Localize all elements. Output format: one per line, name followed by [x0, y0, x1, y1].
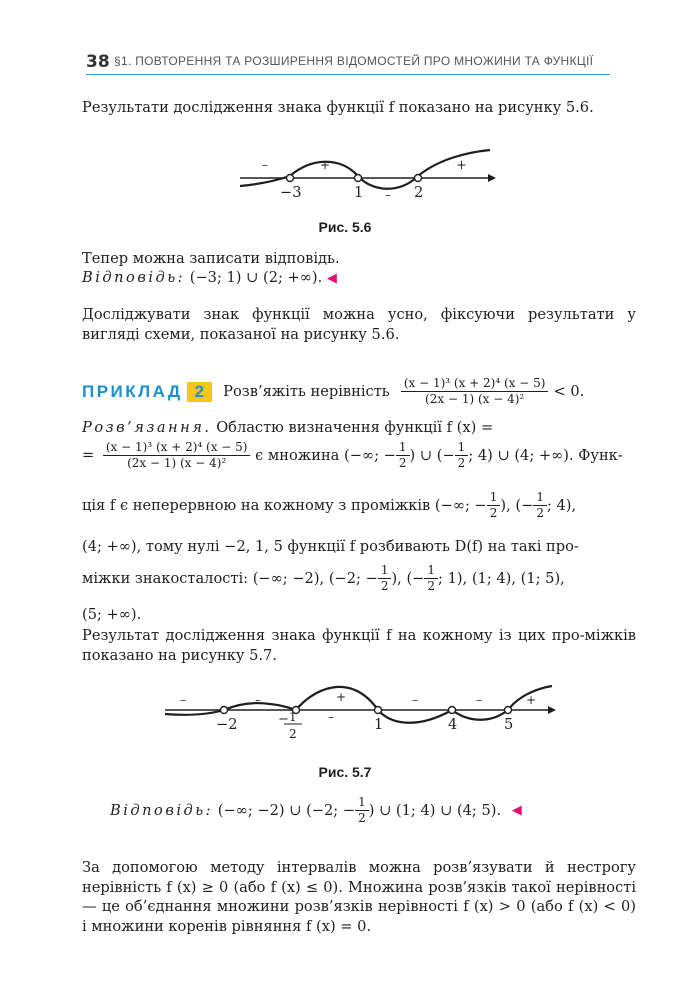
- fig57-label-half-d: 2: [289, 727, 297, 741]
- interval-part: (−∞; −: [434, 497, 487, 514]
- solution-label: Розв’язання.: [82, 419, 212, 436]
- point-5: [505, 707, 512, 714]
- interval-part: ; 1),: [438, 570, 468, 587]
- half-fraction: [487, 490, 501, 521]
- fig56-sign-4: +: [456, 158, 467, 173]
- point-1: [355, 175, 362, 182]
- frac-n: 1: [355, 795, 369, 811]
- page-number: 38: [86, 52, 110, 72]
- point-4: [449, 707, 456, 714]
- ineq-tail: < 0.: [553, 383, 585, 400]
- line5-text: міжки знакосталості: (−∞; −2),: [82, 570, 325, 587]
- interval-part: ),: [391, 570, 402, 587]
- fig57-sign-4: +: [336, 690, 347, 704]
- example-inequality-fraction: [401, 376, 549, 407]
- domain-part: ) ∪ (−: [409, 447, 455, 464]
- fig57-label-5: 5: [504, 716, 514, 733]
- axis-arrow-icon: [548, 706, 556, 714]
- fig57-label-4: 4: [448, 716, 458, 733]
- frac-d: 2: [536, 506, 544, 520]
- fig57-sign-5: –: [412, 693, 418, 707]
- equals-sign: =: [82, 446, 95, 464]
- answer-1-label: Відповідь:: [82, 269, 186, 286]
- ineq-denominator: (2x − 1) (x − 4)²: [425, 392, 525, 406]
- half-fraction: [355, 795, 369, 826]
- ineq-numerator: (x − 1)³ (x + 2)⁴ (x − 5): [401, 376, 549, 392]
- example-label: ПРИКЛАД: [82, 381, 183, 401]
- answer-2-label: Відповідь:: [110, 802, 214, 819]
- domain-text: є множина: [255, 447, 340, 464]
- fig57-sign-2: –: [255, 693, 261, 707]
- fig57-sign-6: –: [476, 693, 482, 707]
- answer-1-line: [82, 268, 636, 289]
- frac-n: 1: [455, 440, 469, 456]
- solution-line-3: [82, 490, 576, 521]
- answer-2-part: ) ∪ (1; 4) ∪ (4; 5).: [368, 802, 502, 819]
- solution-line-5: [82, 563, 565, 594]
- point-minus-3: [287, 175, 294, 182]
- half-fraction: [424, 563, 438, 594]
- domain-part: ; 4) ∪ (4; +∞). Функ-: [468, 447, 623, 464]
- sign-curve-5-6: [240, 150, 490, 189]
- fig57-label-minus-2: −2: [216, 716, 238, 733]
- fig56-label-2: 2: [414, 184, 424, 201]
- fig56-label-minus-3: −3: [280, 184, 302, 201]
- frac-n: 1: [487, 490, 501, 506]
- example-heading: [82, 376, 585, 406]
- half-fraction: [396, 440, 410, 471]
- solution-line-6: (5; +∞).: [82, 606, 142, 623]
- solution-line-2: [82, 440, 623, 471]
- function-denominator: (2x − 1) (x − 4)²: [127, 456, 227, 470]
- paragraph-non-strict: За допомогою методу інтервалів можна розв’язувати й нестрогу нерівність f (x) ≥ 0 (або f (x) ≤ 0). Множина розв’язків такої нерівності — це об’єднання множини розв’язків нерівності f (x) > 0 (або f (x) < 0) і множини коренів рівняння f (x) = 0.: [82, 859, 636, 935]
- interval-part: (1; 4), (1; 5),: [471, 570, 565, 587]
- paragraph-result-5-6: Результати дослідження знака функції f показано на рисунку 5.6.: [82, 99, 594, 116]
- half-fraction: [455, 440, 469, 471]
- fig57-label-half-n: 1: [289, 710, 297, 724]
- frac-d: 2: [358, 811, 366, 825]
- example-number: 2: [187, 382, 212, 402]
- frac-d: 2: [457, 456, 466, 470]
- interval-part: ),: [500, 497, 511, 514]
- frac-n: 1: [533, 490, 547, 506]
- frac-d: 2: [380, 579, 389, 593]
- frac-d: 2: [398, 456, 407, 470]
- half-fraction: [378, 563, 392, 594]
- figure-5-6-caption: Рис. 5.6: [318, 219, 372, 235]
- domain-part: (−∞; −: [344, 447, 396, 464]
- answer-1-text: (−3; 1) ∪ (2; +∞).: [189, 269, 323, 286]
- solution-line-4: (4; +∞), тому нулі −2, 1, 5 функції f розбивають D(f) на такі про-: [82, 538, 579, 555]
- fig56-label-1: 1: [354, 184, 364, 201]
- axis-arrow-icon: [488, 174, 496, 182]
- interval-part: ; 4),: [546, 497, 577, 514]
- paragraph-oral: Досліджувати знак функції можна усно, фіксуючи результати у вигляді схеми, показаної на рисунку 5.6.: [82, 306, 636, 343]
- fig57-sign-7: +: [526, 693, 537, 707]
- line3-text: ція f є неперервною на кожному з проміжків: [82, 497, 431, 514]
- fig56-sign-2: +: [320, 158, 331, 172]
- frac-n: 1: [378, 563, 392, 579]
- section-title: §1. ПОВТОРЕННЯ ТА РОЗШИРЕННЯ ВІДОМОСТЕЙ ПРО МНОЖИНИ ТА ФУНКЦІЇ: [114, 54, 594, 68]
- point-minus-2: [221, 707, 228, 714]
- solution-text-1: Областю визначення функції f (x) =: [216, 419, 494, 436]
- frac-n: 1: [424, 563, 438, 579]
- example-task: Розв’яжіть нерівність: [223, 383, 390, 400]
- solution-line-7: Результат дослідження знака функції f на кожному із цих про-міжків показано на рисунку 5.7.: [82, 627, 636, 664]
- half-fraction: [533, 490, 547, 521]
- fig56-sign-3: –: [385, 188, 391, 202]
- fig57-sign-3: –: [328, 710, 334, 724]
- fig56-sign-1: –: [262, 158, 268, 172]
- fig57-label-1: 1: [374, 716, 384, 733]
- point-1b: [375, 707, 382, 714]
- answer-2-line: [110, 795, 522, 826]
- frac-d: 2: [489, 506, 498, 520]
- interval-part: (−: [515, 497, 534, 514]
- frac-n: 1: [396, 440, 410, 456]
- function-fraction: [103, 440, 251, 471]
- end-marker-icon: ◀: [326, 271, 337, 286]
- frac-d: 2: [427, 579, 436, 593]
- solution-line-1: [82, 418, 636, 438]
- interval-part: (−: [406, 570, 425, 587]
- fig57-sign-1: –: [180, 693, 186, 707]
- end-marker-icon: ◀: [511, 803, 522, 818]
- paragraph-answer-intro: Тепер можна записати відповідь.: [82, 250, 340, 267]
- point-2: [415, 175, 422, 182]
- fig57-label-minus: −: [278, 712, 289, 727]
- answer-2-part: (−∞; −2) ∪ (−2; −: [217, 802, 356, 819]
- function-numerator: (x − 1)³ (x + 2)⁴ (x − 5): [103, 440, 251, 456]
- figure-5-7-caption: Рис. 5.7: [318, 764, 372, 780]
- interval-part: (−2; −: [328, 570, 378, 587]
